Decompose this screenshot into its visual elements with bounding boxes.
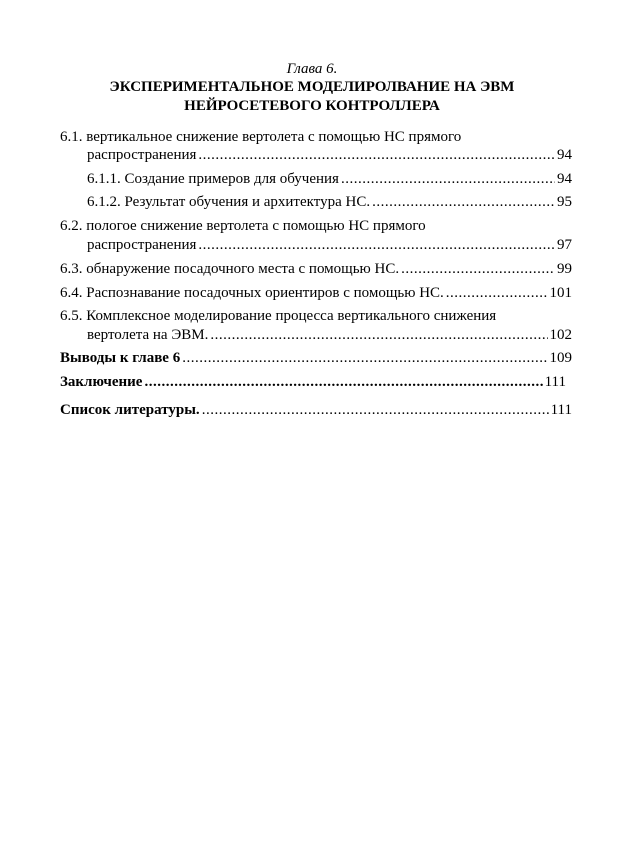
chapter-title bbox=[0, 78, 624, 116]
toc-page-number: 111 bbox=[550, 402, 572, 418]
toc-entry-6-1[interactable] bbox=[87, 146, 572, 164]
toc-entry-6-1-1[interactable] bbox=[87, 170, 572, 188]
dot-leader bbox=[202, 401, 549, 419]
chapter-title-line-1: ЭКСПЕРИМЕНТАЛЬНОЕ МОДЕЛИРОЛВАНИЕ НА ЭВМ bbox=[109, 79, 515, 95]
toc-page-number: 101 bbox=[549, 285, 572, 301]
toc-page-number: 111 bbox=[544, 374, 566, 390]
toc-entry-6-2-line-1: 6.2. пологое снижение вертолета с помощью НС прямого bbox=[60, 218, 426, 234]
toc-entry-conclusion[interactable] bbox=[60, 373, 566, 391]
toc-entry-6-1-line-1: 6.1. вертикальное снижение вертолета с помощью НС прямого bbox=[60, 129, 462, 145]
toc-entry-6-5-line-1: 6.5. Комплексное моделирование процесса вертикального снижения bbox=[60, 308, 497, 324]
dot-leader bbox=[144, 373, 542, 391]
dot-leader bbox=[210, 326, 547, 344]
toc-entry-6-1-2[interactable] bbox=[87, 193, 572, 211]
toc-entry-text: вертолета на ЭВМ. bbox=[87, 327, 209, 343]
toc-entry-6-3[interactable] bbox=[60, 260, 572, 278]
toc-entry-text: Заключение bbox=[60, 374, 143, 390]
toc-entry-conclusions-chapter-6[interactable] bbox=[60, 349, 572, 367]
dot-leader bbox=[446, 284, 548, 302]
dot-leader bbox=[198, 236, 555, 254]
toc-entry-text: распространения bbox=[87, 147, 197, 163]
toc-entry-text: 6.1.1. Создание примеров для обучения bbox=[87, 171, 339, 187]
toc-entry-text: 6.1.2. Результат обучения и архитектура НС. bbox=[87, 194, 371, 210]
toc-entry-text: 6.3. обнаружение посадочного места с помощью НС. bbox=[60, 261, 400, 277]
toc-page-number: 94 bbox=[557, 171, 572, 187]
toc-page-number: 97 bbox=[557, 237, 572, 253]
toc-page-number: 94 bbox=[557, 147, 572, 163]
toc-page-number: 95 bbox=[557, 194, 572, 210]
chapter-title-line-2: НЕЙРОСЕТЕВОГО КОНТРОЛЛЕРА bbox=[184, 98, 440, 114]
toc-page-number: 99 bbox=[557, 261, 572, 277]
dot-leader bbox=[198, 146, 555, 164]
toc-entry-text: Список литературы. bbox=[60, 402, 200, 418]
toc-entry-text: Выводы к главе 6 bbox=[60, 350, 181, 366]
dot-leader bbox=[341, 170, 555, 188]
dot-leader bbox=[372, 193, 555, 211]
toc-entry-6-5[interactable] bbox=[87, 326, 572, 344]
toc-entry-6-2[interactable] bbox=[87, 236, 572, 254]
toc-page-number: 109 bbox=[549, 350, 572, 366]
chapter-label: Глава 6. bbox=[286, 61, 338, 77]
toc-entry-bibliography[interactable] bbox=[60, 401, 572, 419]
dot-leader bbox=[182, 349, 547, 367]
toc-entry-text: 6.4. Распознавание посадочных ориентиров с помощью НС. bbox=[60, 285, 444, 301]
toc-page-number: 102 bbox=[549, 327, 572, 343]
toc-entry-6-4[interactable] bbox=[60, 284, 572, 302]
toc-entry-text: распространения bbox=[87, 237, 197, 253]
dot-leader bbox=[401, 260, 555, 278]
